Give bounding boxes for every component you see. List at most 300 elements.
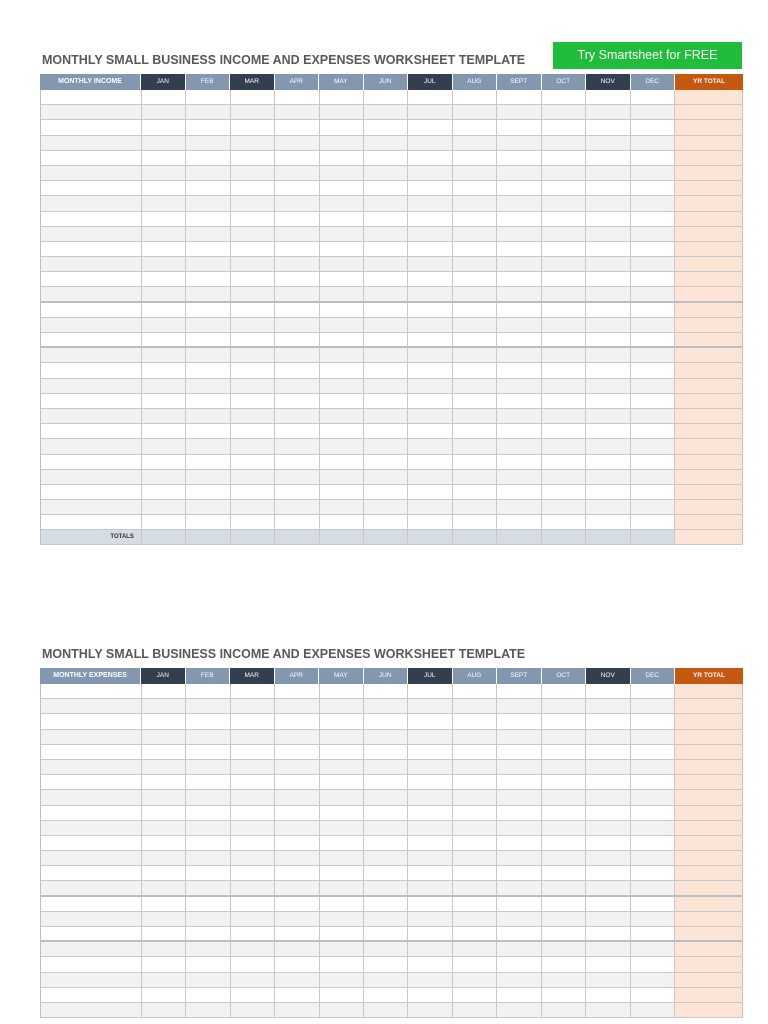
month-cell[interactable] [231, 927, 275, 940]
month-cell[interactable] [231, 272, 275, 286]
month-cell[interactable] [586, 957, 630, 971]
month-cell[interactable] [364, 439, 408, 453]
month-cell[interactable] [231, 363, 275, 377]
month-cell[interactable] [408, 242, 452, 256]
month-cell[interactable] [320, 821, 364, 835]
month-cell[interactable] [320, 287, 364, 300]
month-cell[interactable] [364, 333, 408, 346]
row-label-cell[interactable] [41, 485, 142, 499]
month-cell[interactable] [631, 455, 675, 469]
month-cell[interactable] [231, 212, 275, 226]
month-cell[interactable] [408, 821, 452, 835]
month-cell[interactable] [275, 379, 319, 393]
month-cell[interactable] [364, 227, 408, 241]
month-cell[interactable] [542, 287, 586, 300]
month-cell[interactable] [142, 821, 186, 835]
row-label-cell[interactable] [41, 973, 142, 987]
month-cell[interactable] [408, 120, 452, 134]
month-total-cell[interactable] [586, 530, 630, 544]
month-cell[interactable] [453, 212, 497, 226]
row-label-cell[interactable] [41, 439, 142, 453]
month-cell[interactable] [542, 196, 586, 210]
month-cell[interactable] [320, 333, 364, 346]
month-cell[interactable] [275, 821, 319, 835]
month-cell[interactable] [186, 790, 230, 804]
month-cell[interactable] [186, 424, 230, 438]
month-cell[interactable] [408, 790, 452, 804]
month-cell[interactable] [275, 287, 319, 300]
month-cell[interactable] [586, 821, 630, 835]
month-cell[interactable] [631, 851, 675, 865]
row-label-cell[interactable] [41, 836, 142, 850]
month-cell[interactable] [275, 470, 319, 484]
month-cell[interactable] [408, 409, 452, 423]
month-cell[interactable] [586, 1003, 630, 1017]
month-cell[interactable] [275, 257, 319, 271]
month-cell[interactable] [320, 912, 364, 926]
month-cell[interactable] [453, 348, 497, 362]
row-label-cell[interactable] [41, 151, 142, 165]
month-cell[interactable] [364, 745, 408, 759]
month-cell[interactable] [231, 684, 275, 698]
month-cell[interactable] [586, 227, 630, 241]
month-cell[interactable] [542, 730, 586, 744]
month-cell[interactable] [497, 745, 541, 759]
month-cell[interactable] [364, 272, 408, 286]
month-cell[interactable] [142, 515, 186, 529]
yr-total-cell[interactable] [675, 287, 743, 300]
month-cell[interactable] [364, 942, 408, 956]
month-cell[interactable] [453, 836, 497, 850]
month-cell[interactable] [320, 730, 364, 744]
month-cell[interactable] [542, 318, 586, 332]
month-cell[interactable] [320, 90, 364, 104]
month-cell[interactable] [231, 287, 275, 300]
month-cell[interactable] [186, 242, 230, 256]
row-label-cell[interactable] [41, 424, 142, 438]
month-cell[interactable] [142, 287, 186, 300]
month-cell[interactable] [586, 105, 630, 119]
month-total-cell[interactable] [631, 530, 675, 544]
month-cell[interactable] [275, 485, 319, 499]
month-cell[interactable] [186, 257, 230, 271]
month-cell[interactable] [186, 745, 230, 759]
month-cell[interactable] [408, 212, 452, 226]
month-cell[interactable] [275, 988, 319, 1002]
month-cell[interactable] [320, 745, 364, 759]
yr-total-cell[interactable] [675, 515, 743, 529]
month-cell[interactable] [453, 470, 497, 484]
yr-total-cell[interactable] [675, 90, 743, 104]
month-cell[interactable] [453, 424, 497, 438]
month-cell[interactable] [231, 455, 275, 469]
month-cell[interactable] [186, 318, 230, 332]
row-label-cell[interactable] [41, 515, 142, 529]
month-cell[interactable] [142, 684, 186, 698]
month-cell[interactable] [453, 303, 497, 317]
month-cell[interactable] [497, 485, 541, 499]
month-cell[interactable] [542, 151, 586, 165]
month-cell[interactable] [186, 196, 230, 210]
month-cell[interactable] [186, 927, 230, 940]
month-cell[interactable] [142, 790, 186, 804]
month-cell[interactable] [186, 957, 230, 971]
month-cell[interactable] [364, 927, 408, 940]
month-cell[interactable] [142, 394, 186, 408]
month-cell[interactable] [497, 851, 541, 865]
month-cell[interactable] [408, 394, 452, 408]
month-cell[interactable] [453, 973, 497, 987]
month-cell[interactable] [497, 515, 541, 529]
month-cell[interactable] [320, 806, 364, 820]
row-label-cell[interactable] [41, 745, 142, 759]
month-cell[interactable] [231, 775, 275, 789]
month-cell[interactable] [586, 257, 630, 271]
month-cell[interactable] [364, 500, 408, 514]
yr-total-cell[interactable] [675, 196, 743, 210]
month-cell[interactable] [275, 136, 319, 150]
month-cell[interactable] [408, 318, 452, 332]
month-cell[interactable] [497, 105, 541, 119]
month-cell[interactable] [142, 439, 186, 453]
yr-total-cell[interactable] [675, 485, 743, 499]
month-cell[interactable] [497, 912, 541, 926]
yr-total-cell[interactable] [675, 455, 743, 469]
month-cell[interactable] [542, 699, 586, 713]
month-cell[interactable] [408, 196, 452, 210]
month-cell[interactable] [186, 227, 230, 241]
month-cell[interactable] [142, 866, 186, 880]
month-cell[interactable] [631, 927, 675, 940]
month-cell[interactable] [586, 760, 630, 774]
yr-total-cell[interactable] [675, 790, 743, 804]
month-cell[interactable] [186, 500, 230, 514]
month-cell[interactable] [231, 745, 275, 759]
month-cell[interactable] [231, 1003, 275, 1017]
month-cell[interactable] [497, 790, 541, 804]
month-cell[interactable] [142, 912, 186, 926]
month-cell[interactable] [142, 714, 186, 728]
month-cell[interactable] [408, 166, 452, 180]
month-cell[interactable] [186, 363, 230, 377]
month-cell[interactable] [364, 379, 408, 393]
row-label-cell[interactable] [41, 730, 142, 744]
row-label-cell[interactable] [41, 957, 142, 971]
month-cell[interactable] [453, 684, 497, 698]
month-cell[interactable] [631, 196, 675, 210]
month-cell[interactable] [275, 439, 319, 453]
month-cell[interactable] [364, 151, 408, 165]
month-cell[interactable] [142, 272, 186, 286]
month-cell[interactable] [275, 363, 319, 377]
month-cell[interactable] [231, 851, 275, 865]
month-cell[interactable] [542, 348, 586, 362]
month-cell[interactable] [320, 973, 364, 987]
month-cell[interactable] [631, 866, 675, 880]
month-cell[interactable] [364, 394, 408, 408]
month-cell[interactable] [231, 973, 275, 987]
month-cell[interactable] [142, 120, 186, 134]
month-cell[interactable] [631, 105, 675, 119]
yr-total-cell[interactable] [675, 424, 743, 438]
month-cell[interactable] [364, 485, 408, 499]
row-label-cell[interactable] [41, 227, 142, 241]
month-cell[interactable] [142, 196, 186, 210]
yr-total-cell[interactable] [675, 730, 743, 744]
month-cell[interactable] [408, 775, 452, 789]
month-cell[interactable] [364, 760, 408, 774]
month-cell[interactable] [586, 424, 630, 438]
row-label-cell[interactable] [41, 196, 142, 210]
month-cell[interactable] [275, 881, 319, 894]
month-cell[interactable] [408, 333, 452, 346]
month-cell[interactable] [586, 851, 630, 865]
month-cell[interactable] [542, 105, 586, 119]
row-label-cell[interactable] [41, 821, 142, 835]
month-cell[interactable] [364, 1003, 408, 1017]
month-cell[interactable] [364, 105, 408, 119]
month-cell[interactable] [542, 1003, 586, 1017]
month-cell[interactable] [586, 927, 630, 940]
month-cell[interactable] [142, 745, 186, 759]
month-cell[interactable] [364, 957, 408, 971]
yr-total-cell[interactable] [675, 151, 743, 165]
month-cell[interactable] [275, 151, 319, 165]
month-cell[interactable] [275, 333, 319, 346]
month-cell[interactable] [186, 912, 230, 926]
month-cell[interactable] [453, 775, 497, 789]
month-cell[interactable] [364, 257, 408, 271]
month-cell[interactable] [542, 942, 586, 956]
month-cell[interactable] [631, 151, 675, 165]
row-label-cell[interactable] [41, 348, 142, 362]
month-cell[interactable] [586, 212, 630, 226]
month-cell[interactable] [142, 973, 186, 987]
month-cell[interactable] [320, 348, 364, 362]
month-cell[interactable] [320, 714, 364, 728]
month-cell[interactable] [231, 470, 275, 484]
month-cell[interactable] [231, 394, 275, 408]
month-cell[interactable] [586, 439, 630, 453]
month-cell[interactable] [453, 897, 497, 911]
month-cell[interactable] [542, 272, 586, 286]
month-cell[interactable] [364, 714, 408, 728]
month-cell[interactable] [408, 379, 452, 393]
month-cell[interactable] [542, 973, 586, 987]
yr-total-cell[interactable] [675, 745, 743, 759]
month-cell[interactable] [542, 424, 586, 438]
month-cell[interactable] [275, 303, 319, 317]
month-cell[interactable] [320, 866, 364, 880]
month-cell[interactable] [186, 105, 230, 119]
month-cell[interactable] [631, 515, 675, 529]
month-cell[interactable] [453, 439, 497, 453]
month-cell[interactable] [231, 227, 275, 241]
month-cell[interactable] [320, 1003, 364, 1017]
row-label-cell[interactable] [41, 136, 142, 150]
month-cell[interactable] [142, 166, 186, 180]
month-cell[interactable] [453, 500, 497, 514]
month-cell[interactable] [186, 166, 230, 180]
month-cell[interactable] [186, 287, 230, 300]
month-cell[interactable] [631, 1003, 675, 1017]
month-cell[interactable] [364, 212, 408, 226]
month-cell[interactable] [320, 303, 364, 317]
month-cell[interactable] [364, 515, 408, 529]
month-cell[interactable] [453, 227, 497, 241]
month-cell[interactable] [275, 90, 319, 104]
month-cell[interactable] [586, 272, 630, 286]
month-cell[interactable] [631, 287, 675, 300]
month-cell[interactable] [231, 836, 275, 850]
month-cell[interactable] [320, 196, 364, 210]
month-cell[interactable] [142, 897, 186, 911]
month-cell[interactable] [231, 90, 275, 104]
row-label-cell[interactable] [41, 287, 142, 300]
month-cell[interactable] [497, 348, 541, 362]
row-label-cell[interactable] [41, 806, 142, 820]
month-cell[interactable] [320, 790, 364, 804]
month-cell[interactable] [408, 760, 452, 774]
month-cell[interactable] [275, 745, 319, 759]
month-cell[interactable] [542, 927, 586, 940]
month-cell[interactable] [186, 151, 230, 165]
yr-total-cell[interactable] [675, 851, 743, 865]
month-cell[interactable] [364, 409, 408, 423]
month-cell[interactable] [586, 897, 630, 911]
month-cell[interactable] [142, 1003, 186, 1017]
month-cell[interactable] [231, 303, 275, 317]
month-cell[interactable] [408, 287, 452, 300]
month-cell[interactable] [631, 136, 675, 150]
month-cell[interactable] [142, 730, 186, 744]
row-label-cell[interactable] [41, 394, 142, 408]
month-cell[interactable] [275, 120, 319, 134]
month-cell[interactable] [186, 409, 230, 423]
row-label-cell[interactable] [41, 760, 142, 774]
yr-total-cell[interactable] [675, 957, 743, 971]
month-cell[interactable] [275, 394, 319, 408]
month-cell[interactable] [586, 866, 630, 880]
month-cell[interactable] [586, 730, 630, 744]
month-cell[interactable] [186, 212, 230, 226]
yr-total-cell[interactable] [675, 836, 743, 850]
month-cell[interactable] [275, 760, 319, 774]
month-cell[interactable] [275, 836, 319, 850]
month-cell[interactable] [497, 699, 541, 713]
month-cell[interactable] [320, 836, 364, 850]
month-cell[interactable] [631, 348, 675, 362]
month-cell[interactable] [364, 897, 408, 911]
month-cell[interactable] [408, 151, 452, 165]
month-cell[interactable] [320, 120, 364, 134]
month-cell[interactable] [542, 363, 586, 377]
month-cell[interactable] [453, 957, 497, 971]
month-cell[interactable] [586, 394, 630, 408]
month-cell[interactable] [408, 227, 452, 241]
month-cell[interactable] [408, 515, 452, 529]
month-cell[interactable] [186, 942, 230, 956]
month-cell[interactable] [631, 257, 675, 271]
month-cell[interactable] [142, 348, 186, 362]
month-cell[interactable] [142, 760, 186, 774]
month-cell[interactable] [631, 424, 675, 438]
month-cell[interactable] [364, 136, 408, 150]
month-cell[interactable] [497, 363, 541, 377]
month-cell[interactable] [453, 1003, 497, 1017]
month-cell[interactable] [186, 851, 230, 865]
month-cell[interactable] [631, 333, 675, 346]
month-cell[interactable] [542, 988, 586, 1002]
month-cell[interactable] [275, 714, 319, 728]
month-cell[interactable] [142, 212, 186, 226]
month-cell[interactable] [542, 409, 586, 423]
month-cell[interactable] [631, 745, 675, 759]
month-cell[interactable] [542, 836, 586, 850]
month-cell[interactable] [631, 166, 675, 180]
month-cell[interactable] [142, 424, 186, 438]
month-cell[interactable] [497, 272, 541, 286]
month-cell[interactable] [186, 455, 230, 469]
month-cell[interactable] [320, 181, 364, 195]
month-cell[interactable] [542, 242, 586, 256]
month-cell[interactable] [408, 90, 452, 104]
month-cell[interactable] [497, 881, 541, 894]
month-cell[interactable] [320, 881, 364, 894]
month-cell[interactable] [320, 897, 364, 911]
month-cell[interactable] [408, 363, 452, 377]
month-cell[interactable] [542, 136, 586, 150]
month-cell[interactable] [631, 957, 675, 971]
month-cell[interactable] [142, 957, 186, 971]
month-cell[interactable] [497, 424, 541, 438]
month-cell[interactable] [320, 684, 364, 698]
month-cell[interactable] [631, 120, 675, 134]
yr-total-cell[interactable] [675, 318, 743, 332]
month-cell[interactable] [542, 212, 586, 226]
month-cell[interactable] [142, 699, 186, 713]
month-cell[interactable] [542, 455, 586, 469]
month-cell[interactable] [275, 348, 319, 362]
month-cell[interactable] [497, 303, 541, 317]
month-cell[interactable] [408, 485, 452, 499]
month-cell[interactable] [231, 196, 275, 210]
month-cell[interactable] [586, 942, 630, 956]
month-cell[interactable] [320, 455, 364, 469]
month-cell[interactable] [586, 303, 630, 317]
month-cell[interactable] [408, 957, 452, 971]
month-cell[interactable] [631, 439, 675, 453]
month-cell[interactable] [453, 745, 497, 759]
month-cell[interactable] [408, 424, 452, 438]
row-label-cell[interactable] [41, 851, 142, 865]
month-cell[interactable] [453, 242, 497, 256]
month-cell[interactable] [275, 424, 319, 438]
row-label-cell[interactable] [41, 212, 142, 226]
yr-total-cell[interactable] [675, 136, 743, 150]
month-cell[interactable] [142, 942, 186, 956]
month-cell[interactable] [186, 684, 230, 698]
month-cell[interactable] [186, 348, 230, 362]
month-cell[interactable] [364, 684, 408, 698]
month-cell[interactable] [142, 485, 186, 499]
month-cell[interactable] [364, 424, 408, 438]
month-cell[interactable] [631, 394, 675, 408]
month-cell[interactable] [364, 836, 408, 850]
month-cell[interactable] [275, 730, 319, 744]
month-cell[interactable] [231, 988, 275, 1002]
month-cell[interactable] [497, 257, 541, 271]
